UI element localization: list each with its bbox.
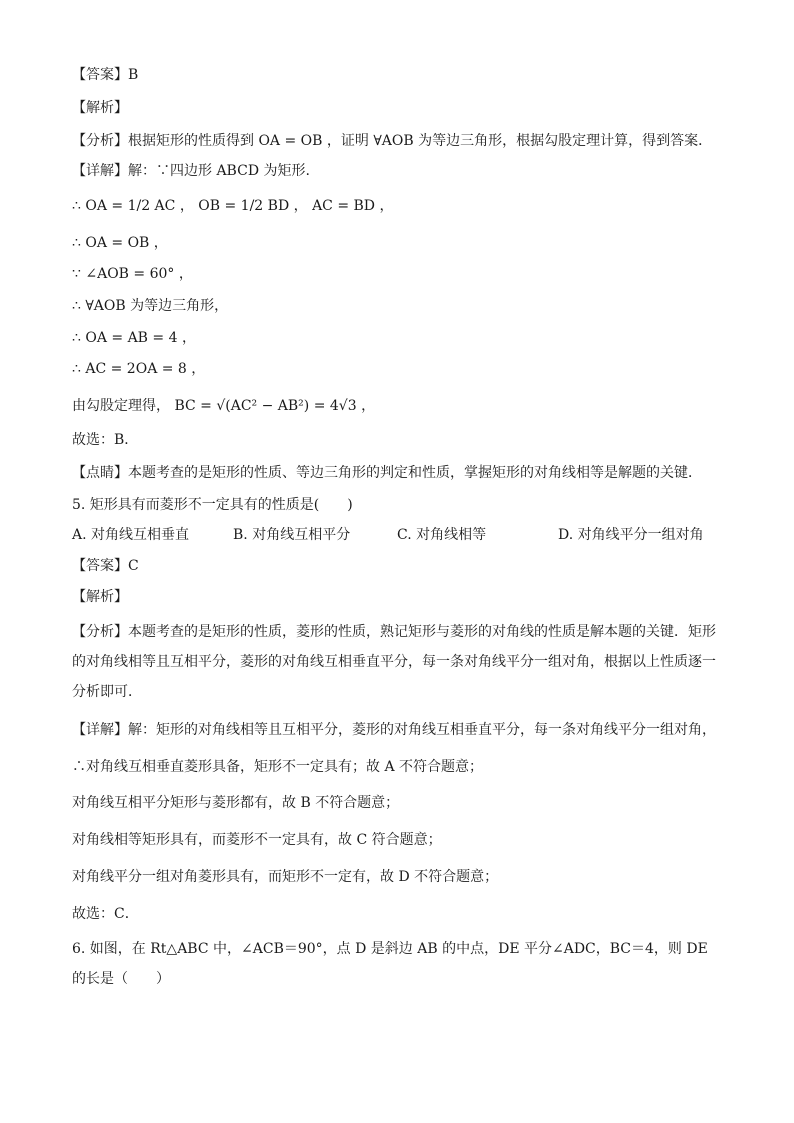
q4-step-7: 由勾股定理得， BC = √(AC² − AB²) = 4√3 ， <box>72 398 376 414</box>
q5-line-a: ∴对角线互相垂直菱形具备，矩形不一定具有；故 A 不符合题意； <box>72 759 484 775</box>
q6-question: 6. 如图，在 Rt△ABC 中，∠ACB＝90°，点 D 是斜边 AB 的中点，DE 平分∠ADC，BC＝4，则 DE 的长是（ ） <box>72 941 708 987</box>
q4-step-5: ∴ OA = AB = 4 ， <box>72 330 196 346</box>
q5-answer: 【答案】C <box>72 558 139 574</box>
q5-line-c: 对角线相等矩形具有，而菱形不一定具有，故 C 符合题意； <box>72 832 442 848</box>
q4-detail-intro: 【详解】解：∵四边形 ABCD 为矩形. <box>72 163 310 179</box>
q4-analysis-heading: 【解析】 <box>72 100 128 116</box>
q4-step-6: ∴ AC = 2OA = 8 ， <box>72 361 206 377</box>
q5-analysis-text: 【分析】本题考查的是矩形的性质，菱形的性质，熟记矩形与菱形的对角线的性质是解本题的关键．矩形的对角线相等且互相平分，菱形的对角线互相垂直平分，每一条对角线平分一组对角，根据以上性质逐一分析即可． <box>72 624 716 700</box>
q4-analysis-text: 【分析】根据矩形的性质得到 OA = OB ，证明 ∀AOB 为等边三角形，根据勾股定理计算，得到答案． <box>72 133 713 149</box>
q5-analysis-heading: 【解析】 <box>72 589 128 605</box>
q5-conclusion: 故选：C． <box>72 906 139 922</box>
q5-option-b: B. 对角线互相平分 <box>233 527 351 543</box>
q5-option-a: A. 对角线互相垂直 <box>72 527 190 543</box>
q5-option-c: C. 对角线相等 <box>397 527 487 543</box>
q4-step-3: ∵ ∠AOB = 60° ， <box>72 266 193 282</box>
q4-answer: 【答案】B <box>72 67 139 83</box>
q4-conclusion: 故选：B． <box>72 432 139 448</box>
q5-line-d: 对角线平分一组对角菱形具有，而矩形不一定有，故 D 不符合题意； <box>72 869 499 885</box>
q5-detail-intro: 【详解】解：矩形的对角线相等且互相平分，菱形的对角线互相垂直平分，每一条对角线平分一组对角， <box>72 722 716 738</box>
q4-step-2: ∴ OA = OB ， <box>72 235 168 251</box>
q4-step-1: ∴ OA = 1/2 AC ， OB = 1/2 BD ， AC = BD ， <box>72 198 394 214</box>
q5-option-d: D. 对角线平分一组对角 <box>558 527 704 543</box>
q5-options <box>72 524 722 546</box>
q4-step-4: ∴ ∀AOB 为等边三角形， <box>72 298 229 314</box>
q5-line-b: 对角线互相平分矩形与菱形都有，故 B 不符合题意； <box>72 795 400 811</box>
q5-question: 5. 矩形具有而菱形不一定具有的性质是( ) <box>72 497 353 513</box>
q4-key-point: 【点睛】本题考查的是矩形的性质、等边三角形的判定和性质，掌握矩形的对角线相等是解题的关键． <box>72 465 702 481</box>
